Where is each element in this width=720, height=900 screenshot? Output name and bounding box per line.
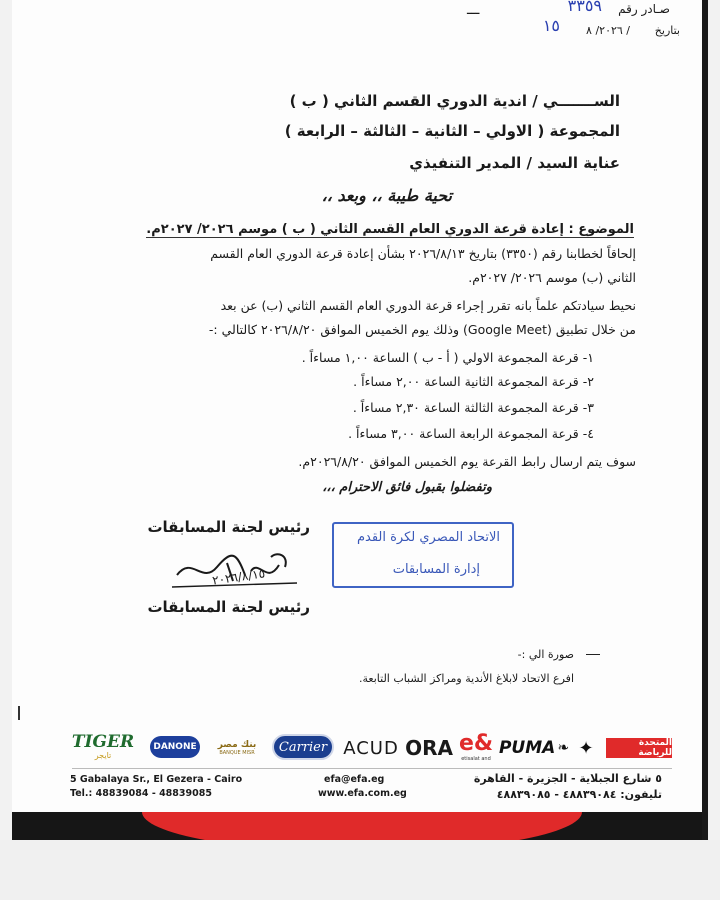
body-para-2-line-2: من خلال تطبيق (Google Meet) وذلك يوم الخميس الموافق ٢٠٢٦/٨/٢٠ كالتالي :- (208, 322, 636, 337)
schedule-item: ٣- قرعة المجموعة الثالثة الساعة ٢,٣٠ مساءاً . (352, 400, 594, 415)
footer-website: www.efa.com.eg (318, 788, 407, 799)
signatory-title-top: رئيس لجنة المسابقات (147, 518, 310, 536)
letter-page (12, 0, 708, 840)
united-emblem-icon: ✦ (578, 737, 594, 759)
signatory-title-bottom: رئيس لجنة المسابقات (147, 598, 310, 616)
ora-logo: ORA (405, 736, 453, 760)
footer-tel-ar: تليفون: ٤٨٨٣٩٠٨٤ - ٤٨٨٣٩٠٨٥ (496, 788, 662, 801)
efa-stamp (332, 522, 514, 588)
signature-date: ٢٠٢٦/٨/١٥ (211, 566, 266, 588)
cc-dash (586, 654, 600, 655)
footer-email: efa@efa.eg (324, 774, 385, 785)
schedule-item: ٤- قرعة المجموعة الرابعة الساعة ٣,٠٠ مساءاً . (348, 426, 594, 441)
banque-misr-logo: بنك مصر BANQUE MISR (217, 740, 257, 756)
note-line: سوف يتم ارسال رابط القرعة يوم الخميس الموافق ٢٠٢٦/٨/٢٠م. (298, 454, 636, 469)
footer-address-en: 5 Gabalaya Sr., El Gezera - Cairo (70, 774, 243, 785)
body-para-2-line-1: نحيط سيادتكم علماً بانه تقرر إجراء قرعة الدوري العام القسم الثاني (ب) عن بعد (220, 298, 636, 313)
stamp-line-1: الاتحاد المصري لكرة القدم (356, 530, 500, 545)
recipient-line-3: عناية السيد / المدير التنفيذي (409, 154, 620, 172)
date-day: ١٥ (542, 16, 560, 35)
cc-label: صورة الي :- (517, 648, 574, 661)
schedule-item: ٢- قرعة المجموعة الثانية الساعة ٢,٠٠ مساءاً . (353, 374, 594, 389)
footer-tel-en: Tel.: 48839084 - 48839085 (70, 788, 212, 799)
carrier-logo: Carrier (272, 734, 334, 760)
sponsor-logos (72, 728, 672, 768)
cc-line: افرع الاتحاد لابلاغ الأندية ومراكز الشباب التابعة. (359, 672, 574, 685)
issued-number: ٣٣٥٩ (567, 0, 602, 15)
background-strip (0, 840, 720, 900)
margin-mark (18, 706, 20, 720)
tiger-logo: TIGER تايجر (71, 732, 135, 760)
united-media-logo: المتحدة للرياضة (606, 738, 672, 758)
handwritten-mark: ـــ (467, 2, 480, 18)
date-rest: ٢٠٢٦/ ٨ / (586, 24, 630, 37)
puma-logo: PUMA ❧ (498, 738, 570, 758)
recipient-line-1: الســـــــي / اندية الدوري القسم الثاني ( ب ) (289, 92, 620, 110)
schedule-item: ١- قرعة المجموعة الاولي ( أ - ب ) الساعة ١,٠٠ مساءاً . (301, 350, 594, 365)
greeting: تحية طيبة ،، وبعد ،، (321, 186, 452, 205)
acud-logo: ACUD (343, 737, 399, 759)
footer-red-band (142, 812, 582, 840)
recipient-line-2: المجموعة ( الاولي – الثانية – الثالثة – الرابعة ) (284, 122, 620, 140)
date-label: بتاريخ (654, 24, 680, 37)
issued-label: صـادر رقم (618, 2, 670, 16)
puma-cat-icon: ❧ (557, 740, 570, 756)
footer-rule (72, 768, 672, 769)
body-para-1-line-1: إلحاقاً لخطابنا رقم (٣٣٥٠) بتاريخ ٢٠٢٦/٨/١٣ بشأن إعادة قرعة الدوري العام القسم (210, 246, 636, 261)
body-para-1-line-2: الثاني (ب) موسم ٢٠٢٦/ ٢٠٢٧م. (468, 270, 636, 285)
subject-line: الموضوع : إعادة قرعة الدوري العام القسم الثاني ( ب ) موسم ٢٠٢٦/ ٢٠٢٧م. (146, 222, 634, 237)
danone-logo: DANONE (150, 736, 200, 758)
stamp-line-2: إدارة المسابقات (392, 562, 480, 577)
closing-line: وتفضلوا بقبول فائق الاحترام ،،، (322, 480, 492, 495)
etisalat-logo: e& etisalat and (458, 731, 494, 762)
footer-address-ar: ٥ شارع الجبلاية - الجزيرة - القاهرة (473, 772, 662, 785)
